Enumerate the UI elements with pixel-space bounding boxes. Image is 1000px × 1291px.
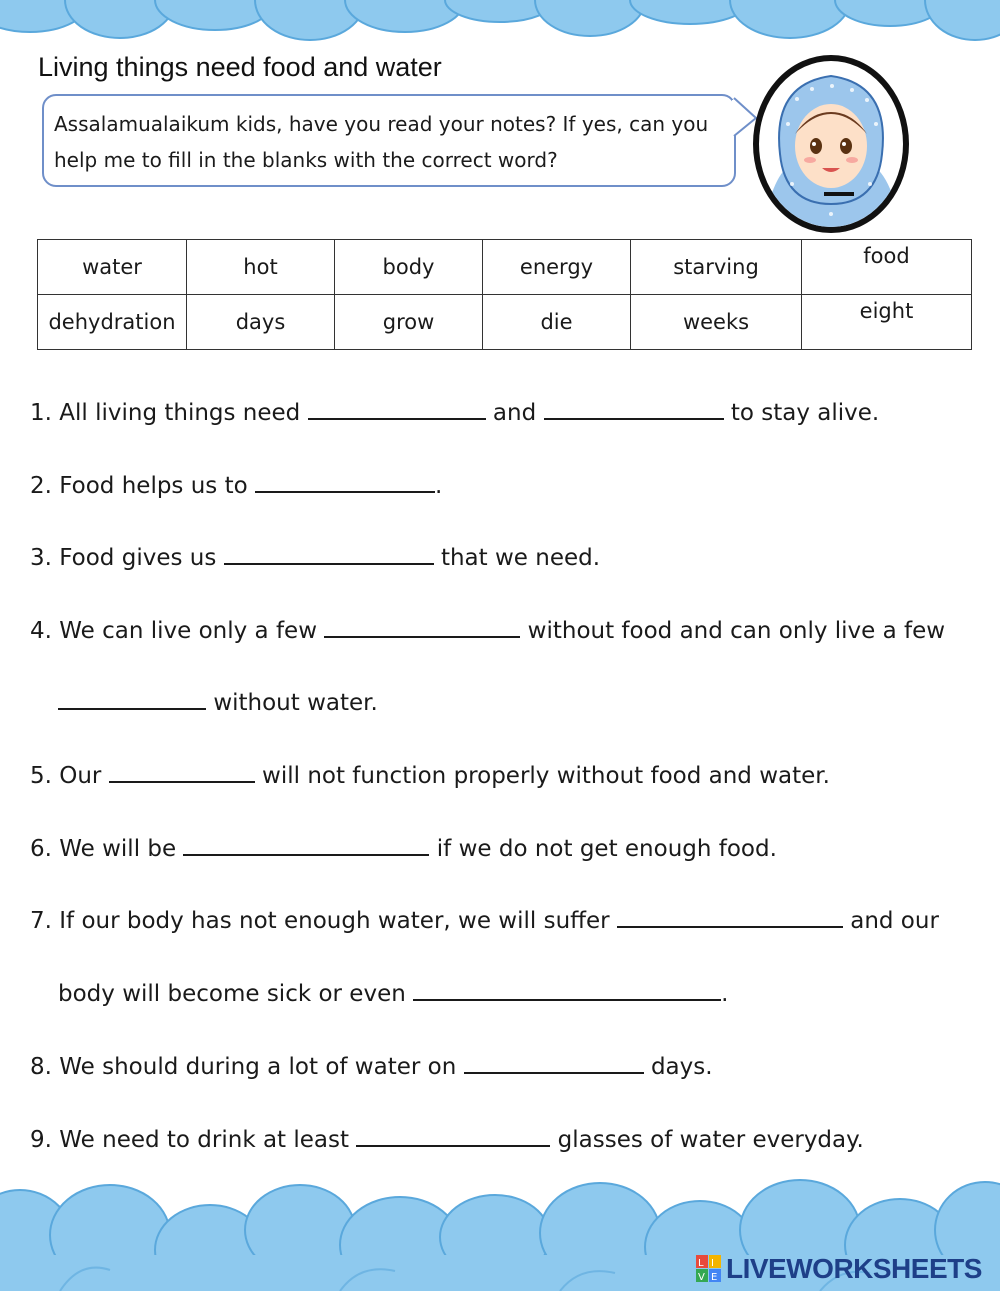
question-text: 3. Food gives us (30, 545, 217, 571)
speech-bubble (42, 94, 736, 187)
answer-blank[interactable] (255, 473, 435, 493)
answer-blank[interactable] (308, 400, 486, 420)
question-text: days. (650, 1054, 713, 1080)
liveworksheets-logo-icon (696, 1255, 722, 1283)
question-text: glasses of water everyday. (557, 1127, 864, 1153)
logo-letter: I (711, 1258, 714, 1269)
question-text: and (492, 400, 537, 426)
logo-letter: E (711, 1272, 718, 1283)
question-text: . (721, 981, 729, 1007)
answer-blank[interactable] (109, 763, 255, 783)
question-text: 7. If our body has not enough water, we will suffer (30, 908, 610, 934)
word-bank-cell: eight (802, 295, 972, 350)
word-bank-row (38, 240, 972, 295)
answer-blank[interactable] (617, 908, 843, 928)
word-bank-cell: energy (483, 240, 631, 295)
girl-avatar-icon (752, 54, 910, 234)
page-title: Living things need food and water (38, 52, 442, 82)
question-text: without water. (213, 690, 378, 716)
question-9 (30, 1127, 864, 1153)
question-text: without food and can only live a few (527, 618, 946, 644)
question-text: and our (850, 908, 939, 934)
word-bank-cell: grow (335, 295, 483, 350)
question-6 (30, 836, 777, 862)
question-text: body will become sick or even (58, 981, 406, 1007)
question-2 (30, 473, 442, 499)
question-text: if we do not get enough food. (436, 836, 777, 862)
word-bank-cell: water (38, 240, 187, 295)
question-text: 5. Our (30, 763, 102, 789)
logo-letter: L (698, 1258, 704, 1269)
word-bank-cell: body (335, 240, 483, 295)
word-bank-cell: weeks (631, 295, 802, 350)
top-cloud-border (0, 0, 1000, 50)
logo-letter: V (698, 1272, 705, 1283)
answer-blank[interactable] (58, 690, 206, 710)
question-4 (30, 618, 945, 644)
question-1 (30, 400, 879, 426)
word-bank-cell: die (483, 295, 631, 350)
question-text: 2. Food helps us to (30, 473, 248, 499)
question-text: 4. We can live only a few (30, 618, 318, 644)
question-text: will not function properly without food and water. (262, 763, 830, 789)
word-bank-row (38, 295, 972, 350)
question-4-continued (58, 690, 378, 716)
word-bank-table (37, 239, 972, 350)
question-text: to stay alive. (730, 400, 880, 426)
answer-blank[interactable] (356, 1127, 550, 1147)
bubble-line-1: Assalamualaikum kids, have you read your notes? If yes, can you (54, 112, 709, 136)
question-7-continued (58, 981, 728, 1007)
answer-blank[interactable] (183, 836, 429, 856)
word-bank-cell: hot (187, 240, 335, 295)
word-bank-cell: starving (631, 240, 802, 295)
question-text: 9. We need to drink at least (30, 1127, 350, 1153)
question-8 (30, 1054, 713, 1080)
liveworksheets-brand (696, 1252, 982, 1286)
answer-blank[interactable] (413, 981, 721, 1001)
word-bank-cell: days (187, 295, 335, 350)
question-text: 1. All living things need (30, 400, 301, 426)
question-3 (30, 545, 600, 571)
word-bank-cell: dehydration (38, 295, 187, 350)
answer-blank[interactable] (544, 400, 724, 420)
question-text: that we need. (440, 545, 601, 571)
question-text: 8. We should during a lot of water on (30, 1054, 457, 1080)
question-5 (30, 763, 830, 789)
answer-blank[interactable] (324, 618, 520, 638)
question-text: 6. We will be (30, 836, 177, 862)
brand-name: LIVEWORKSHEETS (726, 1253, 982, 1284)
word-bank-cell: food (802, 240, 972, 295)
answer-blank[interactable] (224, 545, 434, 565)
bubble-line-2: help me to fill in the blanks with the correct word? (54, 148, 558, 172)
answer-blank[interactable] (464, 1054, 644, 1074)
question-7 (30, 908, 939, 934)
question-text: . (435, 473, 443, 499)
